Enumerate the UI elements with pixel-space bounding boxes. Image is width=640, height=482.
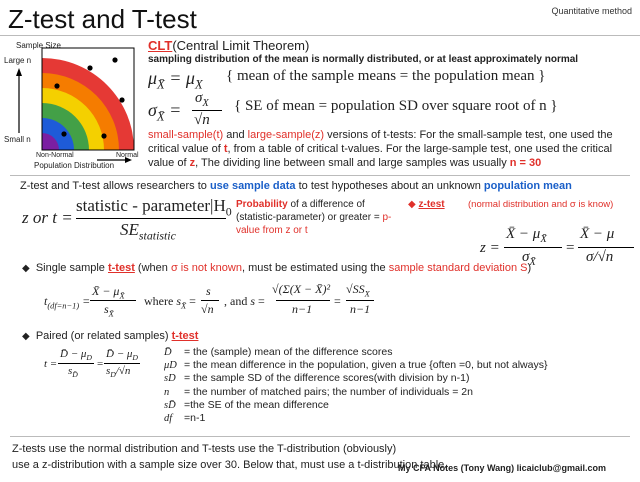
intro-line xyxy=(20,180,572,192)
single-text-2: (when xyxy=(134,262,171,274)
clt-para-text-2: versions of t-tests: For the small-sample test, one used the critical value of xyxy=(148,129,613,155)
paired-formula: t = D̄ − $\mu_D$ $s_{D̄}$ = D̄ − $\mu_D$ $s_D/√n$ xyxy=(44,346,144,390)
se-formula: $\sigma_{X̄}$ = $\sigma_X$ √n { SE of mean = population SD over square root of n } xyxy=(148,90,558,128)
clt-para-text-4: , The dividing line between small and large samples was usually xyxy=(195,157,510,169)
small-n-label: Small n xyxy=(4,135,31,144)
paired-definitions xyxy=(164,346,634,425)
def-row: sD̄ =the SE of the mean difference xyxy=(164,398,329,411)
ztest-condition: (normal distribution and σ is know) xyxy=(468,199,614,210)
ztest-title: z-test xyxy=(418,199,445,210)
large-n-label: Large n xyxy=(4,56,32,65)
clt-paragraph xyxy=(148,128,634,170)
general-numerator-sub: 0 xyxy=(225,204,232,219)
def-row: D̄ = the (sample) mean of the difference scores xyxy=(164,346,393,358)
clt-full: (Central Limit Theorem) xyxy=(172,38,310,53)
intro-text-2: to test hypotheses about an unknown xyxy=(295,180,484,192)
mean-formula: $\mu_{X̄} = \mu_X$ { mean of the sample means = the population mean } xyxy=(148,68,546,92)
single-text-1: Single sample xyxy=(35,262,108,274)
clt-para-text-3: , from a table of critical t-values. For the large-sample test, one used the critical value of xyxy=(148,143,613,169)
clt-abbr: CLT xyxy=(148,38,173,53)
non-normal-label: Non-Normal xyxy=(36,152,74,159)
general-denominator-sub: statistic xyxy=(138,228,176,243)
sample-sd-text: sample standard deviation S xyxy=(388,262,528,274)
footer-text xyxy=(12,441,447,473)
n-30-text: n = 30 xyxy=(509,157,542,169)
se-note: { SE of mean = population SD over square root of n } xyxy=(234,98,558,114)
p-value-text: p-value from z or t xyxy=(236,212,392,236)
probability-label: Probability xyxy=(236,199,288,210)
ztest-formula: z = X̄ − $\mu_{X̄}$ $\sigma_{X̄}$ = X̄ − μ σ/√n xyxy=(480,228,640,278)
small-sample-text: small-sample(t) xyxy=(148,129,224,141)
page-title: Z-test and T-test xyxy=(8,4,197,34)
single-text-3: , must be estimated using the xyxy=(241,262,389,274)
def-row: df =n-1 xyxy=(164,412,206,425)
probability-text: of a difference of (statistic-parameter) or greater = xyxy=(236,199,383,223)
single-text-4: ) xyxy=(527,262,532,274)
paired-heading: ◆ Paired (or related samples) t-test xyxy=(22,330,199,342)
def-row: sD = the sample SD of the difference scores(with division by n-1) xyxy=(164,372,470,385)
z-critical: z xyxy=(189,157,196,169)
clt-figure xyxy=(2,38,142,173)
clt-description: sampling distribution of the mean is normally distributed, or at least approximately normal xyxy=(148,54,579,65)
single-ttest-label: t-test xyxy=(107,262,135,274)
clt-para-text-1: and xyxy=(223,129,248,141)
general-lhs: z or t = xyxy=(22,208,73,227)
footer-line-1: Z-tests use the normal distribution and T-tests use the T-distribution (obviously) xyxy=(12,443,397,455)
t-critical: t xyxy=(223,143,228,155)
intro-text-1: Z-test and T-test allows researchers to xyxy=(20,180,210,192)
clt-heading xyxy=(148,38,309,53)
population-distribution-label: Population Distribution xyxy=(34,161,115,170)
divider-1 xyxy=(10,175,630,176)
mean-note: { mean of the sample means = the population mean } xyxy=(226,68,546,84)
topic-tag: Quantitative method xyxy=(551,6,632,16)
general-test-formula xyxy=(22,196,232,244)
intro-highlight-2: population mean xyxy=(483,180,572,192)
divider-2 xyxy=(10,436,630,437)
def-row: μD = the mean difference in the population, given a true {often =0, but not always} xyxy=(164,359,548,372)
general-denominator: SE xyxy=(120,220,139,239)
paired-text: Paired (or related samples) xyxy=(35,330,172,342)
probability-note xyxy=(236,198,401,237)
paired-ttest-label: t-test xyxy=(171,330,199,342)
large-sample-text: large-sample(z) xyxy=(247,129,325,141)
single-sample-formula: $t_{(df=n-1)}$ = X̄ − $\mu_{X̄}$ $s_{X̄}$ where $s_{X̄}$ = s √n , and s = √(Σ(X − X̄)² n−1 = $√SS_X$ n−1 xyxy=(44,282,374,324)
def-row: n = the number of matched pairs; the number of individuals = 2n xyxy=(164,385,473,398)
ztest-heading: ◆ z-test xyxy=(408,199,445,210)
single-sample-heading: ◆ Single sample t-test (when σ is not known, must be estimated using the sample standard deviation S) xyxy=(22,262,532,274)
intro-highlight-1: use sample data xyxy=(209,180,296,192)
footer-line-2: use a z-distribution with a sample size over 30. Below that, must use a t-distribution table. xyxy=(12,459,448,471)
header-divider xyxy=(0,35,640,36)
sigma-unknown-text: σ is not known xyxy=(170,262,242,274)
footer-credit: My CFA Notes (Tony Wang) licaiclub@gmail.com xyxy=(398,463,606,473)
general-numerator: statistic - parameter|H xyxy=(76,196,226,215)
normal-label: Normal xyxy=(116,152,139,159)
sample-size-label: Sample Size xyxy=(16,41,61,50)
